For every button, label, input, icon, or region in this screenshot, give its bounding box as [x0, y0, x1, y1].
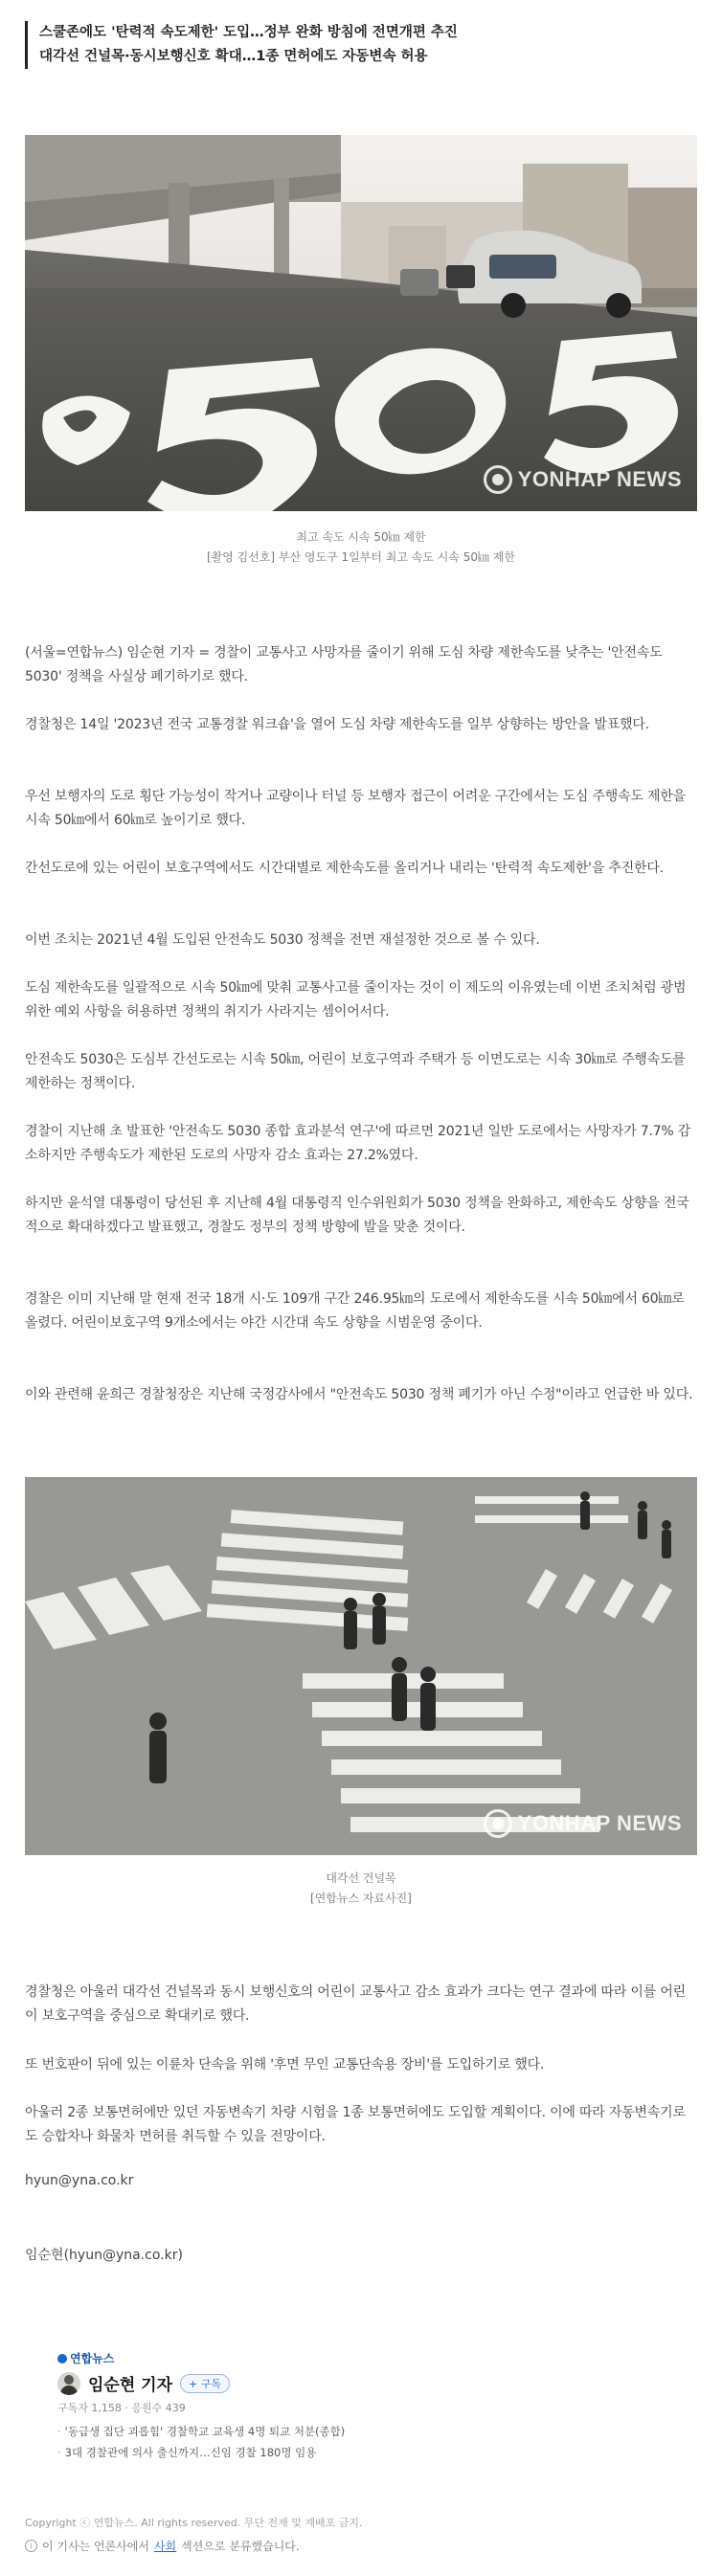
reporter-email: hyun@yna.co.kr — [25, 2173, 134, 2188]
photo-watermark: YONHAP NEWS — [484, 465, 682, 494]
avatar[interactable] — [57, 2372, 80, 2395]
article-paragraph: 우선 보행자의 도로 횡단 가능성이 작거나 교량이나 터널 등 보행자 접근이 어려운 구간에서는 도심 주행속도 제한을 시속 50㎞에서 60㎞로 높이기로 했다. — [25, 789, 686, 828]
article-paragraph: 안전속도 5030은 도심부 간선도로는 시속 50㎞, 어린이 보호구역과 주택가 등 이면도로는 시속 30㎞로 주행속도를 제한하는 정책이다. — [25, 1052, 686, 1091]
article-paragraph: 이번 조치는 2021년 4월 도입된 안전속도 5030 정책을 전면 재설정한 것으로 볼 수 있다. — [25, 932, 540, 948]
info-icon: i — [25, 2540, 37, 2552]
article-paragraph: 또 번호판이 뒤에 있는 이륜차 단속을 위해 '후면 무인 교통단속용 장비'를 도입하기로 했다. — [25, 2057, 545, 2072]
section-classification-note: i 이 기사는 언론사에서 사회 섹션으로 분류했습니다. — [25, 2538, 300, 2554]
article-paragraph: 이와 관련해 윤희근 경찰청장은 지난해 국정감사에서 "안전속도 5030 정책 폐기가 아닌 수정"이라고 언급한 바 있다. — [25, 1387, 693, 1402]
subscribe-button[interactable]: + 구독 — [180, 2374, 230, 2393]
reporter-signature: 임순현(hyun@yna.co.kr) — [25, 2248, 183, 2263]
article-paragraph: 경찰은 이미 지난해 말 현재 전국 18개 시·도 109개 구간 246.95㎞의 도로에서 제한속도를 시속 50㎞에서 60㎞로 올렸다. 어린이보호구역 9개소에서는 야간 시간대 속도 상향을 시범운영 중이다. — [25, 1291, 685, 1331]
yonhap-logo-mark — [484, 1809, 512, 1838]
reporter-name[interactable]: 임순현 기자 — [88, 2376, 173, 2395]
reporter-card — [48, 2342, 661, 2476]
related-article-link[interactable]: · '동급생 집단 괴롭힘' 경찰학교 교육생 4명 퇴교 처분(종합) — [57, 2421, 345, 2442]
article-summary — [25, 21, 710, 69]
yonhap-logo-mark — [484, 465, 512, 494]
related-article-link[interactable]: · 3대 경찰관에 의사 출신까지…신임 경찰 180명 임용 — [57, 2442, 345, 2463]
article-paragraph: 간선도로에 있는 어린이 보호구역에서도 시간대별로 제한속도를 올리거나 내리는 '탄력적 속도제한'을 추진한다. — [25, 861, 664, 876]
outlet-logo[interactable]: 연합뉴스 — [57, 2350, 114, 2366]
article-paragraph: 경찰청은 아울러 대각선 건널목과 동시 보행신호의 어린이 교통사고 감소 효과가 크다는 연구 결과에 따라 이를 어린이 보호구역을 중심으로 확대키로 했다. — [25, 1984, 686, 2024]
crosswalk-photo-illustration — [25, 1477, 697, 1855]
reporter-related-articles — [57, 2421, 345, 2463]
article-paragraph: 도심 제한속도를 일괄적으로 시속 50㎞에 맞춰 교통사고를 줄이자는 것이 이 제도의 이유였는데 이번 조치처럼 광범위한 예외 사항을 허용하면 정책의 취지가 사라지는 셈이어서다. — [25, 980, 687, 1019]
summary-line-1: 스쿨존에도 '탄력적 속도제한' 도입…정부 완화 방침에 전면개편 추진 — [39, 25, 458, 40]
article-paragraph: 하지만 윤석열 대통령이 당선된 후 지난해 4월 대통령직 인수위원회가 5030 정책을 완화하고, 제한속도 상향을 전국적으로 확대하겠다고 발표했고, 경찰도 정부의 정책 방향에 발을 맞춘 것이다. — [25, 1196, 689, 1235]
section-link[interactable]: 사회 — [153, 2540, 177, 2553]
photo2-caption: 대각선 건널목 [연합뉴스 자료사진] — [310, 1871, 412, 1905]
summary-line-2: 대각선 건널목·동시보행신호 확대…1종 면허에도 자동변속 허용 — [39, 49, 428, 64]
photo1-caption: 최고 속도 시속 50㎞ 제한 [촬영 김선호] 부산 영도구 1일부터 최고 속도 시속 50㎞ 제한 — [206, 530, 516, 564]
article-paragraph: (서울=연합뉴스) 임순현 기자 = 경찰이 교통사고 사망자를 줄이기 위해 도심 차량 제한속도를 낮추는 '안전속도 5030' 정책을 사실상 폐기하기로 했다. — [25, 645, 663, 684]
article-paragraph: 경찰청은 14일 '2023년 전국 교통경찰 워크숍'을 열어 도심 차량 제한속도를 일부 상향하는 방안을 발표했다. — [25, 717, 650, 732]
reporter-stats: 구독자 1,158 · 응원수 439 — [57, 2402, 186, 2414]
article-photo-crosswalk — [25, 1477, 697, 1855]
article-photo-road-speed — [25, 135, 697, 511]
photo-watermark: YONHAP NEWS — [484, 1809, 682, 1838]
road-photo-illustration — [25, 135, 697, 511]
article-paragraph: 아울러 2종 보통면허에만 있던 자동변속기 차량 시험을 1종 보통면허에도 도입할 계획이다. 이에 따라 자동변속기로도 승합차나 화물차 면허를 취득할 수 있을 전망이다. — [25, 2105, 686, 2144]
article-paragraph: 경찰이 지난해 초 발표한 '안전속도 5030 종합 효과분석 연구'에 따르면 2021년 일반 도로에서는 사망자가 7.7% 감소하지만 주행속도가 제한된 도로의 사망자 감소 효과는 27.2%였다. — [25, 1124, 691, 1163]
copyright-notice: Copyright ⓒ 연합뉴스. All rights reserved. 무단 전재 및 재배포 금지. — [25, 2517, 363, 2529]
yonhap-logo-mark — [57, 2354, 67, 2363]
